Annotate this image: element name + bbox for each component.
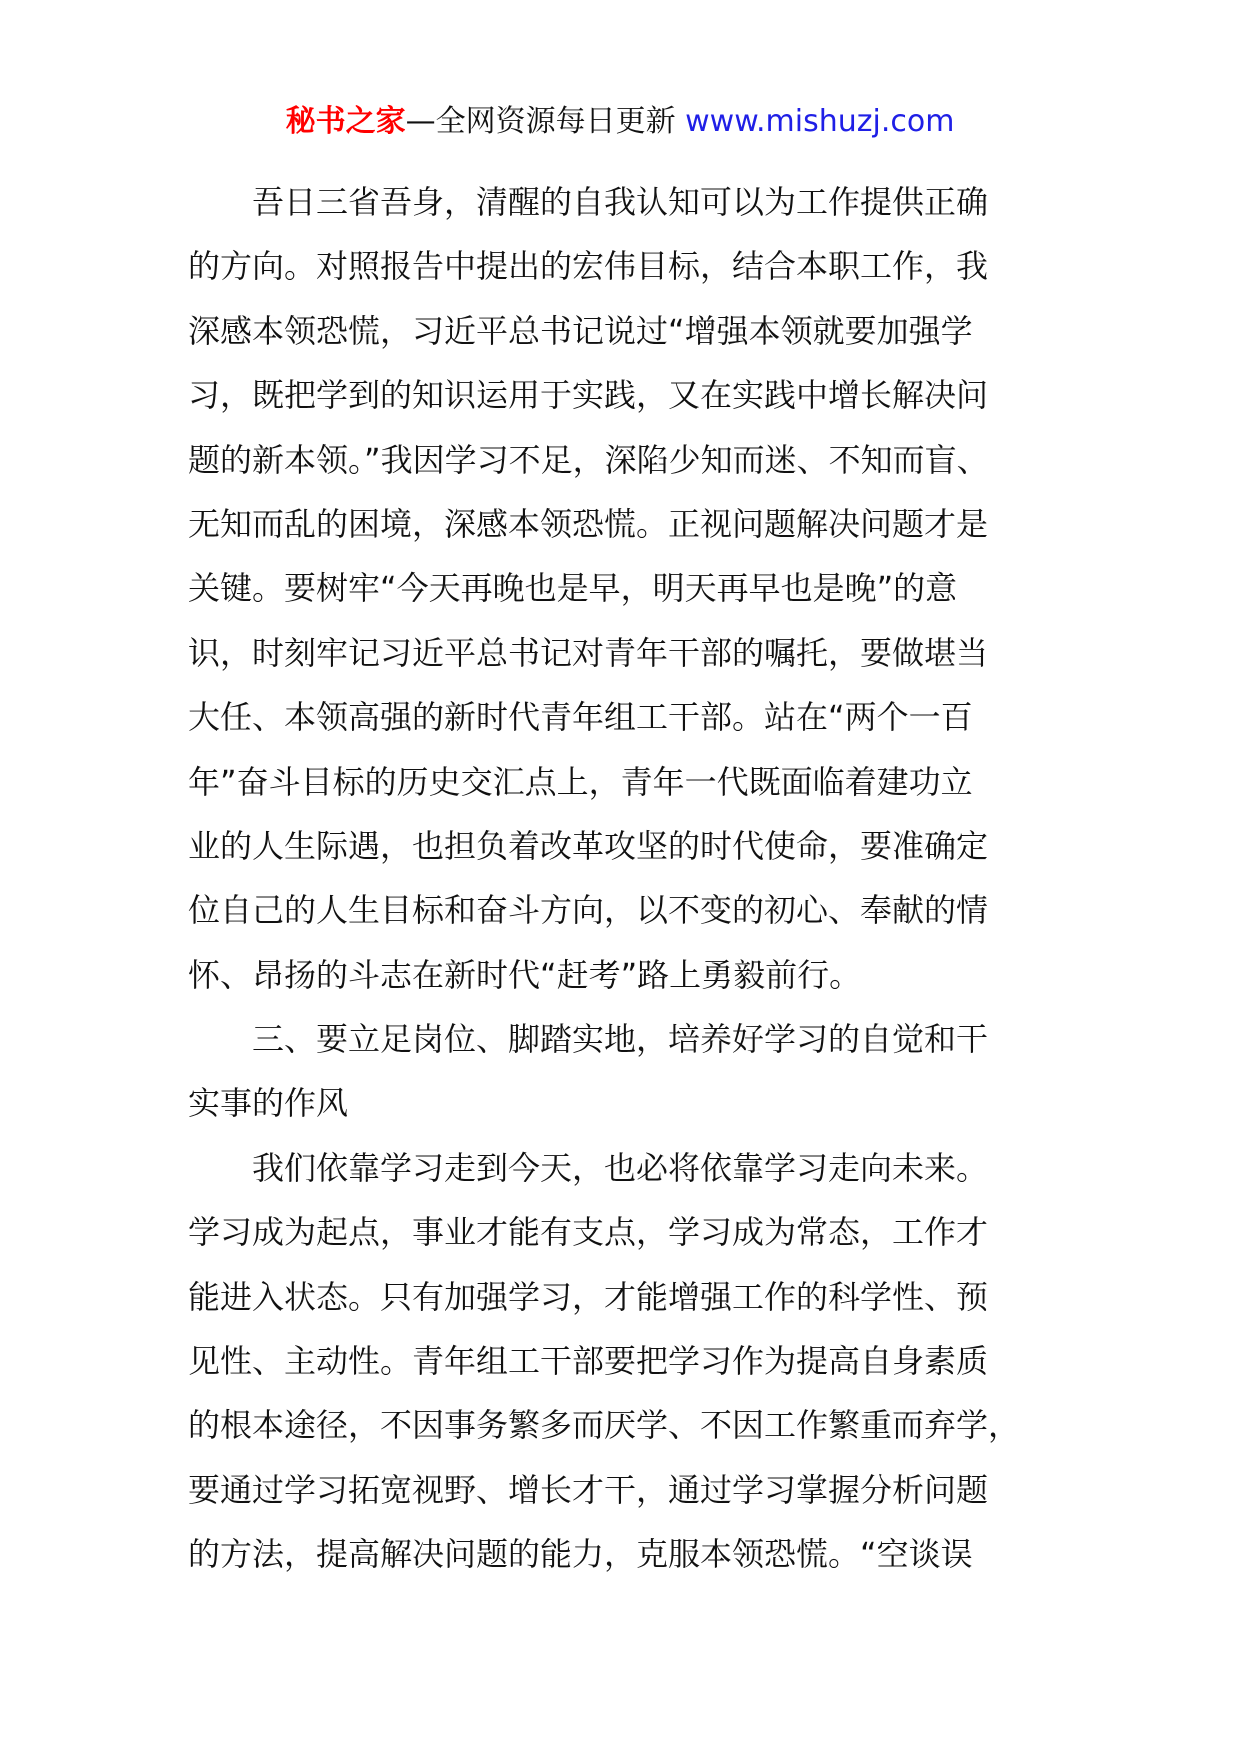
paragraph-line: 识，时刻牢记习近平总书记对青年干部的嘱托，要做堪当	[188, 633, 989, 672]
paragraph-line: 我们依靠学习走到今天，也必将依靠学习走向未来。	[252, 1148, 989, 1187]
paragraph-line: 的根本途径，不因事务繁多而厌学、不因工作繁重而弃学，	[188, 1406, 1021, 1445]
document-body	[188, 170, 1068, 1587]
paragraph-line: 要通过学习拓宽视野、增长才干，通过学习掌握分析问题	[188, 1470, 989, 1509]
section-heading: 实事的作风	[188, 1084, 349, 1123]
paragraph-line: 能进入状态。只有加强学习，才能增强工作的科学性、预	[188, 1277, 989, 1316]
paragraph-line: 题的新本领。”我因学习不足，深陷少知而迷、不知而盲、	[188, 440, 989, 479]
paragraph-line: 年”奋斗目标的历史交汇点上，青年一代既面临着建功立	[188, 762, 973, 801]
paragraph-line: 业的人生际遇，也担负着改革攻坚的时代使命，要准确定	[188, 826, 989, 865]
header-slogan: —全网资源每日更新	[405, 104, 686, 139]
paragraph-line: 无知而乱的困境，深感本领恐慌。正视问题解决问题才是	[188, 504, 989, 543]
site-header	[0, 100, 1240, 144]
paragraph-line: 大任、本领高强的新时代青年组工干部。站在“两个一百	[188, 698, 973, 737]
site-url-link[interactable]: www.mishuzj.com	[685, 104, 955, 139]
paragraph-line: 学习成为起点，事业才能有支点，学习成为常态，工作才	[188, 1213, 989, 1252]
brand-name: 秘书之家	[285, 104, 406, 139]
section-heading: 三、要立足岗位、脚踏实地，培养好学习的自觉和干	[252, 1020, 989, 1059]
paragraph-line: 关键。要树牢“今天再晚也是早，明天再早也是晚”的意	[188, 569, 958, 608]
paragraph-line: 见性、主动性。青年组工干部要把学习作为提高自身素质	[188, 1342, 989, 1381]
paragraph-line: 的方法，提高解决问题的能力，克服本领恐慌。“空谈误	[188, 1535, 973, 1574]
paragraph-line: 位自己的人生目标和奋斗方向，以不变的初心、奉献的情	[188, 891, 989, 930]
paragraph-line: 的方向。对照报告中提出的宏伟目标，结合本职工作，我	[188, 247, 989, 286]
paragraph-line: 吾日三省吾身，清醒的自我认知可以为工作提供正确	[252, 183, 989, 221]
paragraph-line: 怀、昂扬的斗志在新时代“赶考”路上勇毅前行。	[188, 955, 862, 994]
paragraph-line: 深感本领恐慌，习近平总书记说过“增强本领就要加强学	[188, 311, 973, 350]
paragraph-line: 习，既把学到的知识运用于实践，又在实践中增长解决问	[188, 376, 989, 415]
